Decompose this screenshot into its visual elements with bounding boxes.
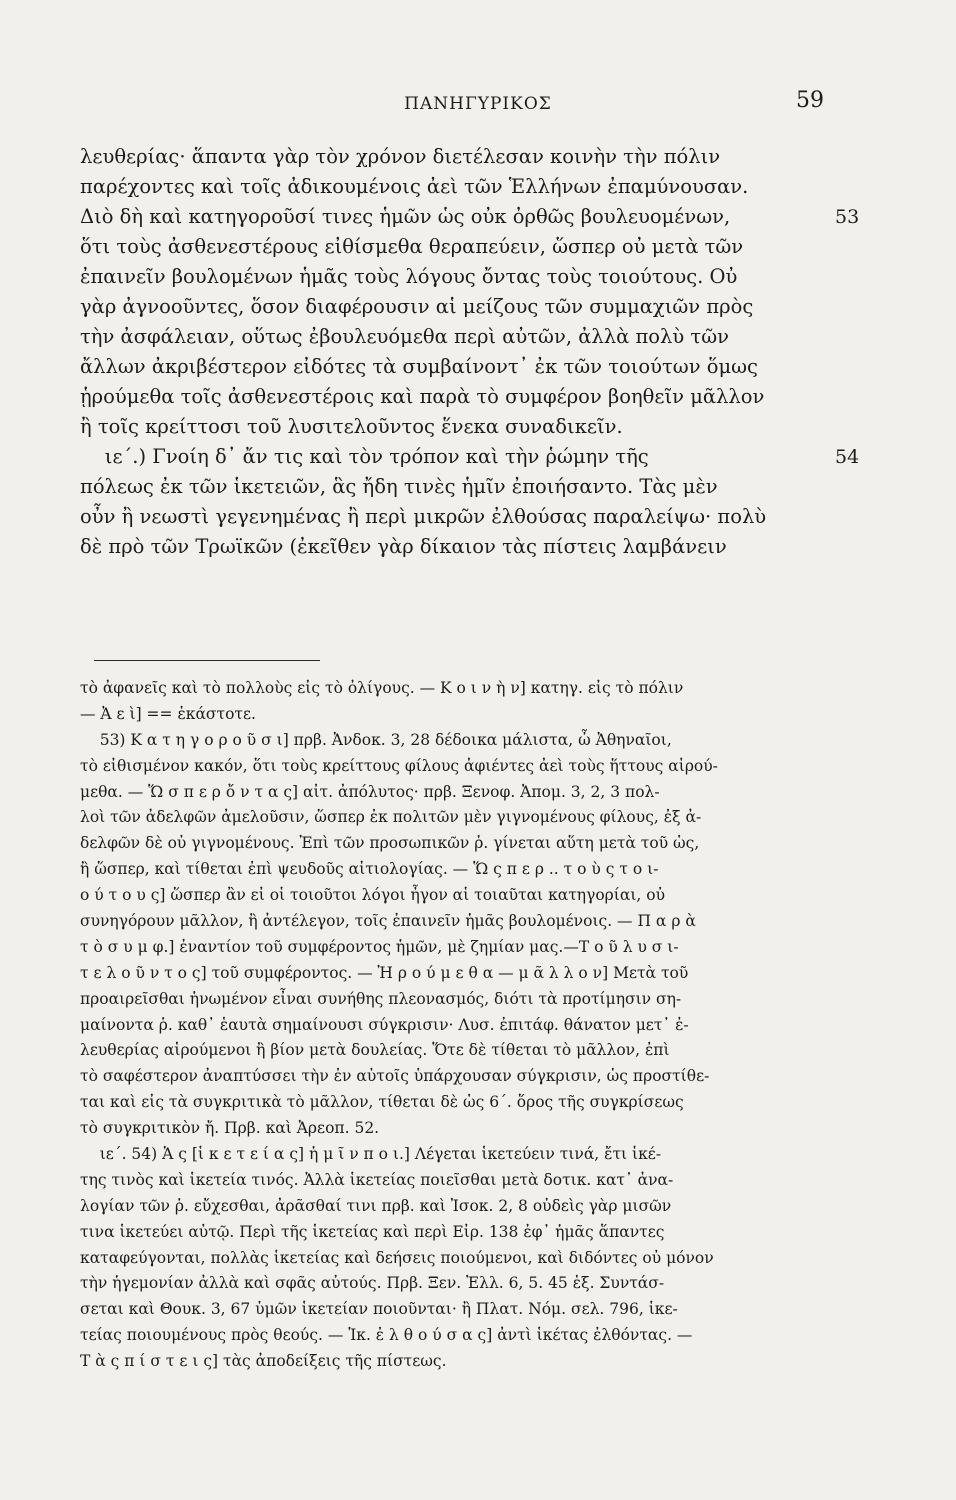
text-line <box>80 262 825 292</box>
line-text: πόλεως ἐκ τῶν ἱκετειῶν, ἃς ἤδη τινὲς ἡμῖν ἐποιήσαντο. Τὰς μὲν <box>80 475 718 498</box>
section-number: 53 <box>835 206 860 228</box>
note-line: της τινὸς καὶ ἱκετεία τινός. Ἀλλὰ ἱκετείας ποιεῖσθαι μετὰ δοτικ. κατ᾽ ἀνα- <box>80 1170 674 1189</box>
page-number: 59 <box>796 88 824 113</box>
text-line <box>80 202 860 232</box>
note-line: — Ἀ ε ὶ] == ἑκάστοτε. <box>80 704 256 723</box>
note-line: τείας ποιουμένους πρὸς θεούς. — Ἱκ. ἐ λ θ ο ύ σ α ς] ἀντὶ ἱκέτας ἐλθόντας. — <box>80 1326 693 1345</box>
text-line <box>80 532 825 562</box>
line-text: γὰρ ἀγνοοῦντες, ὅσον διαφέρουσιν αἱ μείζους τῶν συμμαχιῶν πρὸς <box>80 295 754 318</box>
line-text: παρέχοντες καὶ τοῖς ἀδικουμένοις ἀεὶ τῶν Ἑλλήνων ἐπαμύνουσαν. <box>80 175 749 198</box>
text-line <box>80 412 825 442</box>
line-text: τὴν ἀσφάλειαν, οὕτως ἐβουλευόμεθα περὶ αὐτῶν, ἀλλὰ πολὺ τῶν <box>80 325 729 348</box>
note-line: προαιρεῖσθαι ἡνωμένον εἶναι συνήθης πλεονασμός, διότι τὰ προτίμησιν ση- <box>80 989 682 1008</box>
line-text: ὅτι τοὺς ἀσθενεστέρους εἰθίσμεθα θεραπεύειν, ὥσπερ οὐ μετὰ τῶν <box>80 235 744 258</box>
text-line <box>80 502 825 532</box>
note-line: τινα ἱκετεύει αὐτῷ. Περὶ τῆς ἱκετείας καὶ περὶ Εἰρ. 138 ἐφ᾽ ἡμᾶς ἅπαντες <box>80 1222 665 1241</box>
text-line <box>80 292 825 322</box>
line-text: ἐπαινεῖν βουλομένων ἡμᾶς τοὺς λόγους ὄντας τοὺς τοιούτους. Οὐ <box>80 265 738 288</box>
note-line: ιε΄. 54) Ἁ ς [ἱ κ ε τ ε ί α ς] ἡ μ ῖ ν π ο ι.] Λέγεται ἱκετεύειν τινά, ἔτι ἱκέ- <box>80 1145 662 1164</box>
note-line: λευθερίας αἱρούμενοι ἢ βίον μετὰ δουλείας. Ὅτε δὲ τίθεται τὸ μᾶλλον, ἐπὶ <box>80 1041 670 1060</box>
note-line: Τ ὰ ς π ί σ τ ε ι ς] τὰς ἀποδείξεις τῆς πίστεως. <box>80 1352 447 1371</box>
line-text: ᾑρούμεθα τοῖς ἀσθενεστέροις καὶ παρὰ τὸ συμφέρον βοηθεῖν μᾶλλον <box>80 385 765 408</box>
text-line <box>80 172 825 202</box>
note-line: ἢ ὥσπερ, καὶ τίθεται ἐπὶ ψευδοῦς αἰτιολογίας. — Ὥ ς π ε ρ .. τ ο ὺ ς τ ο ι- <box>80 860 659 879</box>
note-line: μαίνοντα ῥ. καθ᾽ ἑαυτὰ σημαίνουσι σύγκρισιν· Λυσ. ἐπιτάφ. θάνατον μετ᾽ ἐ- <box>80 1015 689 1034</box>
main-text <box>80 142 860 562</box>
footnote-rule <box>94 660 320 661</box>
text-line <box>80 472 825 502</box>
note-line: λοὶ τῶν ἀδελφῶν ἀμελοῦσιν, ὥσπερ ἐκ πολιτῶν μὲν γιγνομένους φίλους, ἐξ ἀ- <box>80 808 702 827</box>
note-line: δελφῶν δὲ οὐ γιγνομένους. Ἐπὶ τῶν προσωπικῶν ῥ. γίνεται αὕτη μετὰ τοῦ ὡς, <box>80 834 700 853</box>
note-line: 53) Κ α τ η γ ο ρ ο ῦ σ ι] πρβ. Ἀνδοκ. 3, 28 δέδοικα μάλιστα, ὦ Ἀθηναῖοι, <box>80 730 672 749</box>
page-header <box>0 88 956 128</box>
note-line: ο ύ τ ο υ ς] ὥσπερ ἂν εἰ οἱ τοιοῦτοι λόγοι ἦγον αἱ τοιαῦται κατηγορίαι, οὐ <box>80 886 666 905</box>
note-line: συνηγόρουν μᾶλλον, ἢ ἀντέλεγον, τοῖς ἐπαινεῖν ἡμᾶς βουλομένοις. — Π α ρ ὰ <box>80 912 696 931</box>
text-line <box>80 232 825 262</box>
line-text: Διὸ δὴ καὶ κατηγοροῦσί τινες ἡμῶν ὡς οὐκ ὀρθῶς βουλευομένων, <box>80 205 731 228</box>
line-text: λευθερίας· ἅπαντα γὰρ τὸν χρόνον διετέλεσαν κοινὴν τὴν πόλιν <box>80 145 721 168</box>
note-line: μεθα. — Ὥ σ π ε ρ ὄ ν τ α ς] αἰτ. ἀπόλυτος· πρβ. Ξενοφ. Ἀπομ. 3, 2, 3 πολ- <box>80 782 660 801</box>
text-line <box>80 382 825 412</box>
text-line <box>80 142 825 172</box>
note-line: καταφεύγονται, πολλὰς ἱκετείας καὶ δεήσεις ποιούμενοι, καὶ διδόντες οὐ μόνον <box>80 1248 714 1267</box>
note-line: ται καὶ εἰς τὰ συγκριτικὰ τὸ μᾶλλον, τίθεται δὲ ὡς 6΄. ὅρος τῆς συγκρίσεως <box>80 1093 684 1112</box>
section-number: 54 <box>835 446 860 468</box>
text-line <box>80 322 825 352</box>
note-line: τ ε λ ο ῦ ν τ ο ς] τοῦ συμφέροντος. — Ἡ ρ ο ύ μ ε θ α — μ ᾶ λ λ ο ν] Μετὰ τοῦ <box>80 963 689 982</box>
line-text: δὲ πρὸ τῶν Τρωϊκῶν (ἐκεῖθεν γὰρ δίκαιον τὰς πίστεις λαμβάνειν <box>80 535 727 558</box>
note-line: τ ὸ σ υ μ φ.] ἐναντίον τοῦ συμφέροντος ἡμῶν, μὲ ζημίαν μας.—Τ ο ῦ λ υ σ ι- <box>80 937 679 956</box>
note-line: σεται καὶ Θουκ. 3, 67 ὑμῶν ἱκετείαν ποιοῦνται· ἢ Πλατ. Νόμ. σελ. 796, ἱκε- <box>80 1300 678 1319</box>
line-text: οὖν ἢ νεωστὶ γεγενημένας ἢ περὶ μικρῶν ἐλθούσας παραλείψω· πολὺ <box>80 505 767 528</box>
note-line: τὸ εἰθισμένον κακόν, ὅτι τοὺς κρείττους φίλους ἀφιέντες ἀεὶ τοὺς ἥττους αἱρού- <box>80 756 718 775</box>
text-line <box>80 442 860 472</box>
running-title: ΠΑΝΗΓΥΡΙΚΟΣ <box>404 94 552 114</box>
commentary-notes <box>80 676 825 1375</box>
text-line <box>80 352 825 382</box>
note-line: τὸ ἀφανεῖς καὶ τὸ πολλοὺς εἰς τὸ ὀλίγους. — Κ ο ι ν ὴ ν] κατηγ. εἰς τὸ πόλιν <box>80 679 684 697</box>
note-line: τὸ συγκριτικὸν ἤ. Πρβ. καὶ Ἀρεοπ. 52. <box>80 1119 380 1138</box>
note-line: τὴν ἡγεμονίαν ἀλλὰ καὶ σφᾶς αὐτούς. Πρβ. Ξεν. Ἑλλ. 6, 5. 45 ἑξ. Συντάσ- <box>80 1274 665 1293</box>
line-text: ἢ τοῖς κρείττοσι τοῦ λυσιτελοῦντος ἕνεκα συναδικεῖν. <box>80 415 623 438</box>
line-text: ιε΄.) Γνοίη δ᾽ ἄν τις καὶ τὸν τρόπον καὶ τὴν ῥώμην τῆς <box>80 445 649 468</box>
note-line: λογίαν τῶν ῥ. εὔχεσθαι, ἀρᾶσθαί τινι πρβ. καὶ Ἰσοκ. 2, 8 οὐδεὶς γὰρ μισῶν <box>80 1196 672 1215</box>
line-text: ἄλλων ἀκριβέστερον εἰδότες τὰ συμβαίνοντ᾽ ἐκ τῶν τοιούτων ὅμως <box>80 355 758 378</box>
note-line: τὸ σαφέστερον ἀναπτύσσει τὴν ἐν αὐτοῖς ὑπάρχουσαν σύγκρισιν, ὡς προστίθε- <box>80 1067 710 1086</box>
